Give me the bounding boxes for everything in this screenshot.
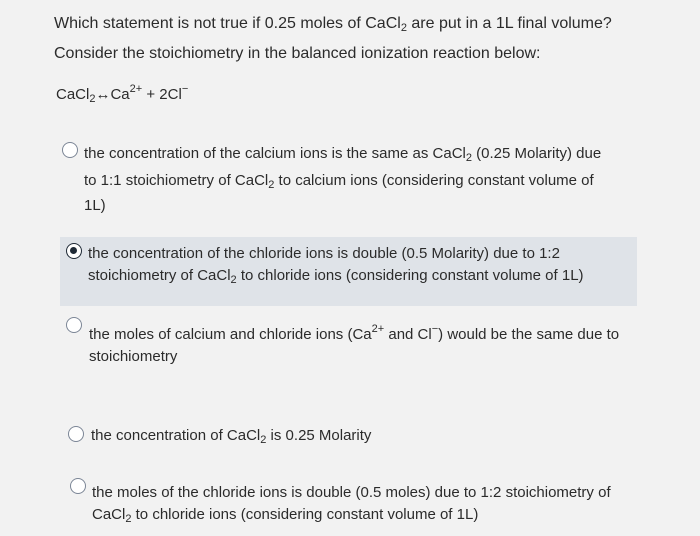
radio-button[interactable] (68, 426, 84, 442)
question-text: are put in a 1L final volume? (406, 15, 612, 32)
option-label: the moles of calcium and chloride ions ($Ca^{2+}$ and Cl−) would be the same due to stoichiometry (89, 323, 620, 365)
question-text: Which statement is not true if 0.25 moles of CaCl (54, 15, 401, 32)
answer-option-d[interactable] (64, 422, 384, 450)
superscript: − (181, 83, 189, 95)
option-label: the concentration of the chloride ions is double (0.5 Molarity) due to 1:2 stoichiometry of CaCl$_2$ to chloride ions (considering constant volume of 1L) (88, 245, 584, 286)
question-line-1 (54, 14, 612, 34)
radio-button[interactable] (66, 317, 82, 333)
equilibrium-arrow: ↔ (95, 86, 111, 103)
option-label: the concentration of the calcium ions is the same as CaCl$_2$ (0.25 Molarity) due to 1:1 stoichiometry of CaCl$_2$ to calcium ions (considering constant volume of 1L) (84, 145, 602, 214)
ionization-equation (56, 83, 189, 105)
radio-button[interactable] (70, 478, 86, 494)
equation-reactant: CaCl (56, 86, 90, 103)
radio-button-selected[interactable] (66, 243, 82, 259)
option-label: the moles of the chloride ions is double (0.5 moles) due to 1:2 stoichiometry of CaCl$_2$ to chloride ions (considering constant volume of 1L) (92, 484, 611, 525)
radio-button[interactable] (62, 142, 78, 158)
subscript: 2 (89, 93, 96, 105)
answer-option-b[interactable] (60, 237, 637, 306)
equation-product: + 2Cl (142, 86, 182, 103)
superscript: 2+ (129, 83, 143, 95)
answer-option-e[interactable] (66, 474, 636, 524)
answer-option-a[interactable] (58, 136, 638, 216)
answer-option-c[interactable] (62, 314, 637, 368)
equation-product: Ca (110, 86, 130, 103)
option-label: the concentration of CaCl$_2$ is 0.25 Molarity (91, 427, 372, 446)
question-line-2: Consider the stoichiometry in the balanced ionization reaction below: (54, 45, 541, 62)
subscript: 2 (400, 22, 407, 34)
